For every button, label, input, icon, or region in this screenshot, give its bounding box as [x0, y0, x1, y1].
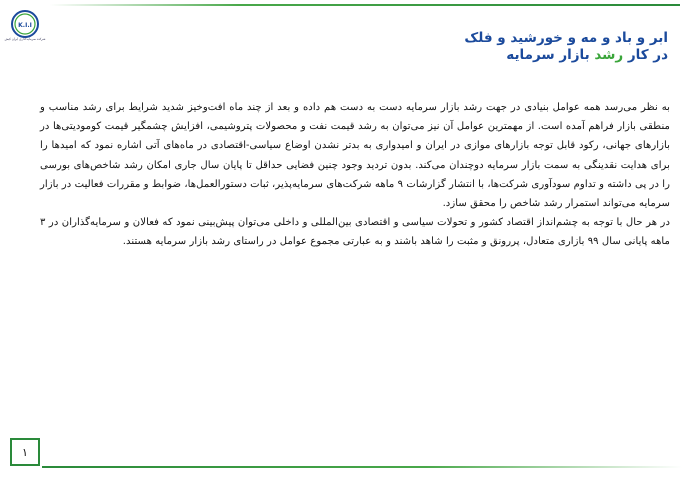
title-accent-word: رشد: [594, 47, 624, 63]
body-text: [40, 98, 670, 252]
title-line-1: ابر و باد و مه و خورشید و فلک: [464, 30, 668, 46]
page-number-box: [10, 438, 40, 466]
paragraph-1: به نظر می‌رسد همه عوامل بنیادی در جهت رشد بازار سرمایه دست به دست هم داده و بعد از چند ماه افت‌وخیز شدید شرایط برای رشد مناسب و منطقی بازار فراهم آمده است. از مهمترین عوامل آن نیز می‌توان به رشد قیمت نفت و محصولات پتروشیمی، افزایش چشمگیر قیمت کومودیتی‌ها در بازارهای جهانی، رکود قابل توجه بازارهای موازی در ایران و امیدواری به بدتر نشدن اوضاع سیاسی-اقتصادی در ماه‌های آتی اشاره نمود که امیدها را برای هدایت نقدینگی به سمت بازار سرمایه دوچندان می‌کند. بدون تردید وجود چنین فضایی حداقل تا پایان سال جاری امکان رشد شاخص‌های بورسی را در پی داشته و تداوم سودآوری شرکت‌ها، با انتشار گزارشات ۹ ماهه شرکت‌های سرمایه‌پذیر، ثبات دستورالعمل‌ها، ضوابط و مقررات فعالیت در بازار سرمایه می‌تواند استمرار رشد شاخص را محقق سازد.: [40, 102, 670, 210]
logo-caption: شرکت سرمایه‌گذاری ایران کیش: [4, 37, 46, 41]
title-line-2: [348, 47, 668, 64]
paragraph-2: در هر حال با توجه به چشم‌انداز اقتصاد کشور و تحولات سیاسی و اقتصادی بین‌المللی و داخلی می‌توان پیش‌بینی نمود که فعالان و سرمایه‌گذاران در ۳ ماهه پایانی سال ۹۹ بازاری متعادل، پررونق و مثبت را شاهد باشند و به عبارتی مجموع عوامل در راستای رشد بازار سرمایه هستند.: [40, 217, 670, 248]
title-line-2-suffix: بازار سرمایه: [506, 47, 590, 63]
title-line-2-prefix: در کار: [627, 47, 668, 63]
bottom-divider: [42, 466, 682, 468]
page-title: [348, 30, 668, 64]
page-number: ۱: [22, 445, 28, 459]
logo-text: K.I.I: [18, 22, 32, 29]
top-divider: [50, 4, 680, 6]
